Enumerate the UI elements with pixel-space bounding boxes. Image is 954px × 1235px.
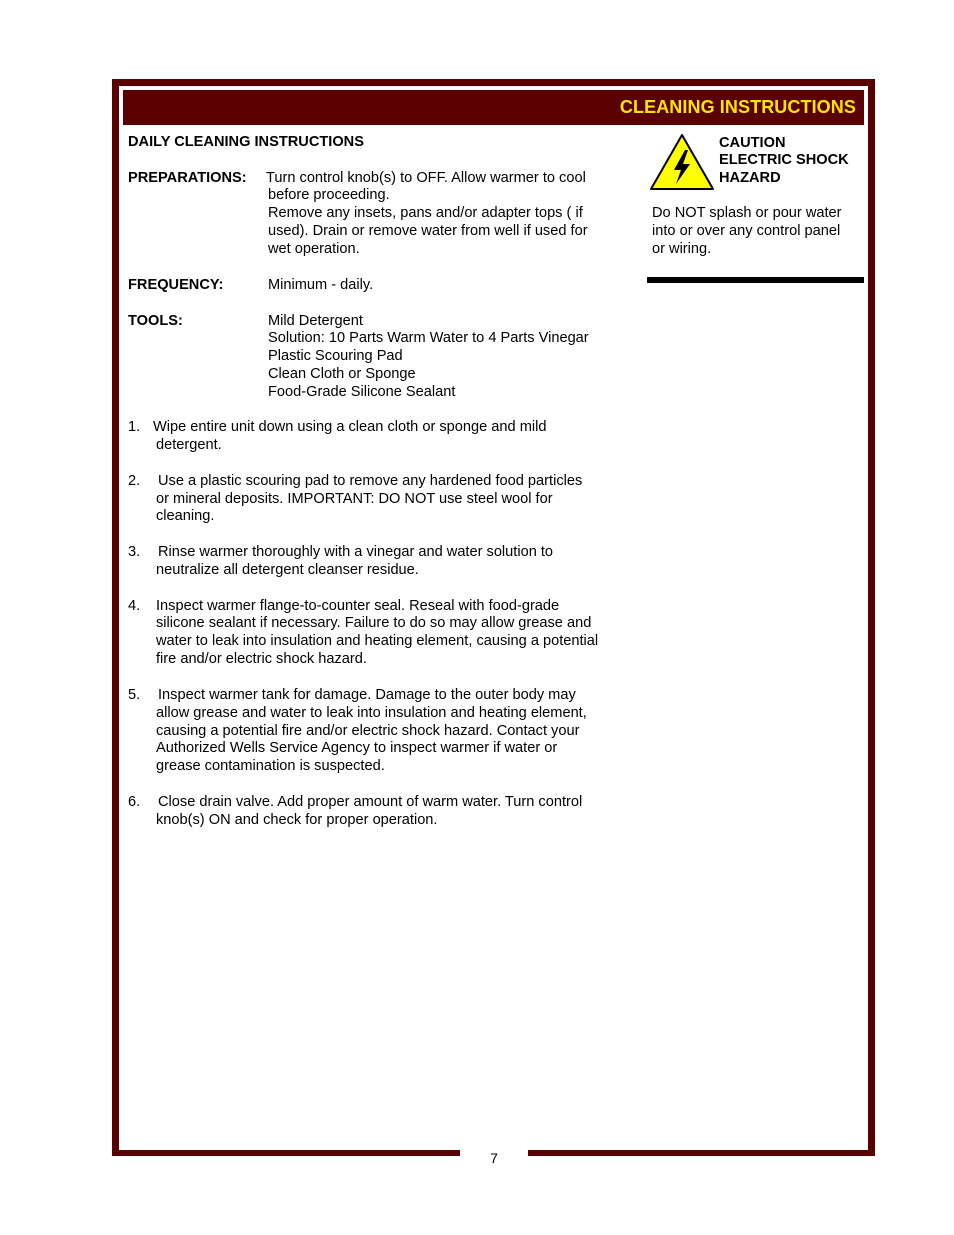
step-text: water to leak into insulation and heating element, causing a potential — [156, 633, 599, 649]
preparations-line: Turn control knob(s) to OFF. Allow warmer to cool — [266, 170, 586, 186]
frequency-label: FREQUENCY: — [128, 277, 224, 293]
step-text: neutralize all detergent cleanser residue. — [156, 562, 419, 578]
tools-item: Mild Detergent — [268, 313, 363, 329]
step-text: silicone sealant if necessary. Failure to do so may allow grease and — [156, 615, 592, 631]
step-text: allow grease and water to leak into insulation and heating element, — [156, 705, 587, 721]
step-text: Inspect warmer flange-to-counter seal. Reseal with food-grade — [156, 598, 560, 614]
caution-divider — [647, 277, 864, 283]
daily-cleaning-title: DAILY CLEANING INSTRUCTIONS — [128, 134, 364, 150]
tools-item: Solution: 10 Parts Warm Water to 4 Parts Vinegar — [268, 330, 589, 346]
caution-title: CAUTION — [719, 135, 786, 151]
preparations-line: used). Drain or remove water from well if used for — [268, 223, 588, 239]
section-header-title: CLEANING INSTRUCTIONS — [619, 97, 856, 117]
step-number: 2. — [128, 473, 141, 489]
step-text: Wipe entire unit down using a clean cloth or sponge and mild — [153, 419, 547, 435]
caution-title: HAZARD — [719, 170, 781, 186]
caution-text: or wiring. — [652, 241, 712, 257]
frequency-value: Minimum - daily. — [268, 277, 374, 293]
electric-shock-warning-icon — [649, 133, 715, 191]
step-text: Inspect warmer tank for damage. Damage to the outer body may — [158, 687, 576, 703]
preparations-line: Remove any insets, pans and/or adapter tops ( if — [268, 205, 583, 221]
section-header-bar — [123, 90, 864, 125]
step-text: knob(s) ON and check for proper operation. — [156, 812, 438, 828]
tools-item: Food-Grade Silicone Sealant — [268, 384, 456, 400]
preparations-line: before proceeding. — [268, 187, 390, 203]
step-number: 5. — [128, 687, 141, 703]
caution-text: into or over any control panel — [652, 223, 841, 239]
tools-item: Clean Cloth or Sponge — [268, 366, 416, 382]
step-text: Authorized Wells Service Agency to inspect warmer if water or — [156, 740, 558, 756]
preparations-label: PREPARATIONS: — [128, 170, 247, 186]
step-number: 1. — [128, 419, 141, 435]
caution-title: ELECTRIC SHOCK — [719, 152, 849, 168]
caution-text: Do NOT splash or pour water — [652, 205, 842, 221]
step-number: 6. — [128, 794, 141, 810]
step-text: detergent. — [156, 437, 222, 453]
step-text: Use a plastic scouring pad to remove any hardened food particles — [158, 473, 583, 489]
page-number: 7 — [490, 1150, 498, 1166]
step-text: fire and/or electric shock hazard. — [156, 651, 367, 667]
step-text: grease contamination is suspected. — [156, 758, 385, 774]
step-text: or mineral deposits. IMPORTANT: DO NOT use steel wool for — [156, 491, 553, 507]
step-text: Rinse warmer thoroughly with a vinegar and water solution to — [158, 544, 554, 560]
preparations-line: wet operation. — [268, 241, 360, 257]
step-text: Close drain valve. Add proper amount of warm water. Turn control — [158, 794, 583, 810]
tools-label: TOOLS: — [128, 313, 183, 329]
tools-item: Plastic Scouring Pad — [268, 348, 403, 364]
step-number: 3. — [128, 544, 141, 560]
step-text: cleaning. — [156, 508, 215, 524]
step-number: 4. — [128, 598, 141, 614]
step-text: causing a potential fire and/or electric shock hazard. Contact your — [156, 723, 580, 739]
